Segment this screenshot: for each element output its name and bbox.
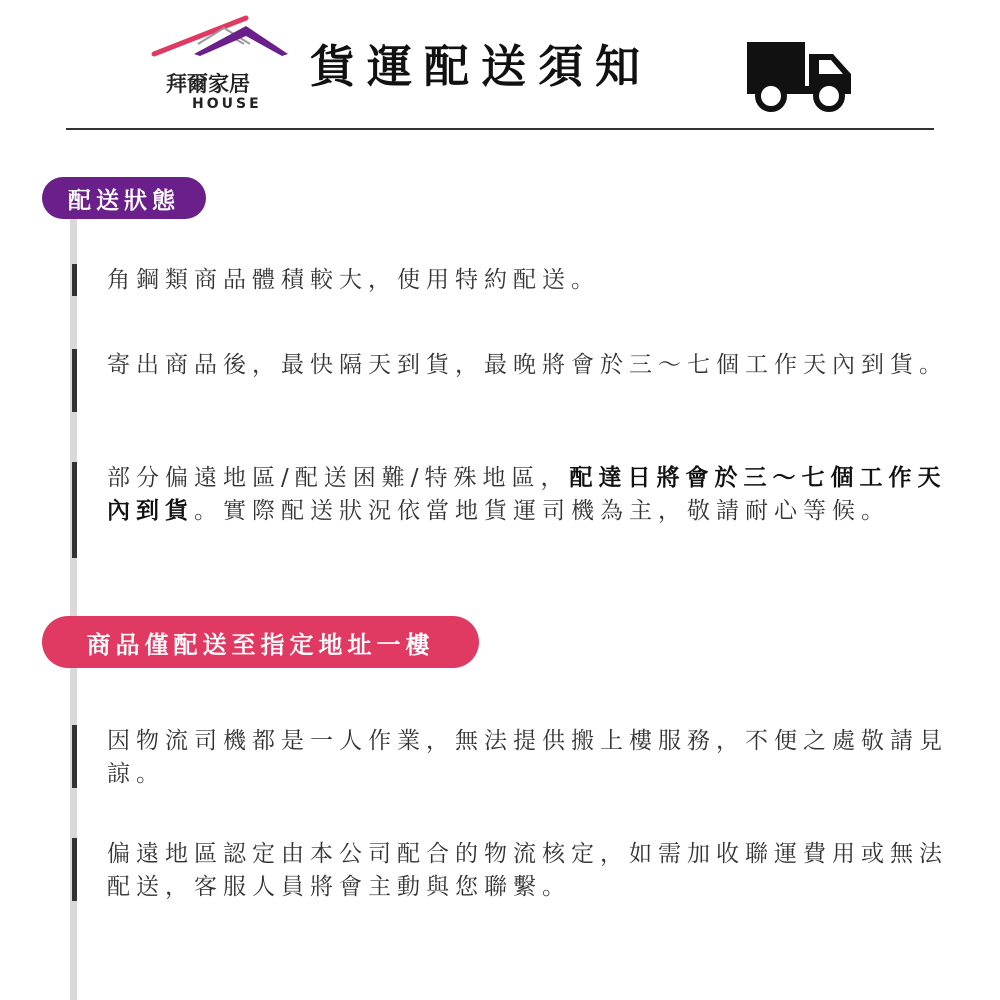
item-text-plain: 部分偏遠地區/配送困難/特殊地區， bbox=[107, 465, 570, 491]
item-text: 偏遠地區認定由本公司配合的物流核定，如需加收聯運費用或無法配送，客服人員將會主動與您聯繫。 bbox=[107, 841, 948, 900]
page-title: 貨運配送須知 bbox=[310, 40, 653, 93]
item-text-plain: 。實際配送狀況依當地貨運司機為主，敬請耐心等候。 bbox=[194, 498, 890, 524]
item-text: 因物流司機都是一人作業，無法提供搬上樓服務，不便之處敬請見諒。 bbox=[107, 728, 948, 787]
section-badge-first-floor-only: 商品僅配送至指定地址一樓 bbox=[42, 616, 479, 668]
list-item bbox=[72, 838, 962, 904]
item-marker-bar bbox=[72, 462, 77, 558]
item-text: 角鋼類商品體積較大，使用特約配送。 bbox=[107, 267, 600, 293]
section-badge-delivery-status: 配送狀態 bbox=[42, 177, 206, 219]
item-text-emphasis: 配達日將會於三～七個工作天內到貨 bbox=[107, 465, 947, 524]
list-item bbox=[72, 725, 962, 791]
list-item bbox=[72, 462, 962, 562]
list-item bbox=[72, 264, 962, 296]
item-marker-bar bbox=[72, 838, 77, 901]
list-item bbox=[72, 349, 962, 415]
item-marker-bar bbox=[72, 349, 77, 412]
brand-subtitle: HOUSE bbox=[192, 96, 262, 112]
truck-icon bbox=[745, 40, 855, 112]
brand-logo bbox=[150, 14, 290, 114]
brand-name: 拜爾家居 bbox=[166, 72, 250, 96]
item-marker-bar bbox=[72, 725, 77, 788]
item-text bbox=[107, 462, 959, 528]
house-roof-icon bbox=[150, 14, 290, 70]
header bbox=[0, 0, 1000, 130]
header-divider bbox=[66, 128, 934, 130]
item-marker-bar bbox=[72, 264, 77, 296]
item-text: 寄出商品後，最快隔天到貨，最晚將會於三～七個工作天內到貨。 bbox=[107, 352, 948, 378]
